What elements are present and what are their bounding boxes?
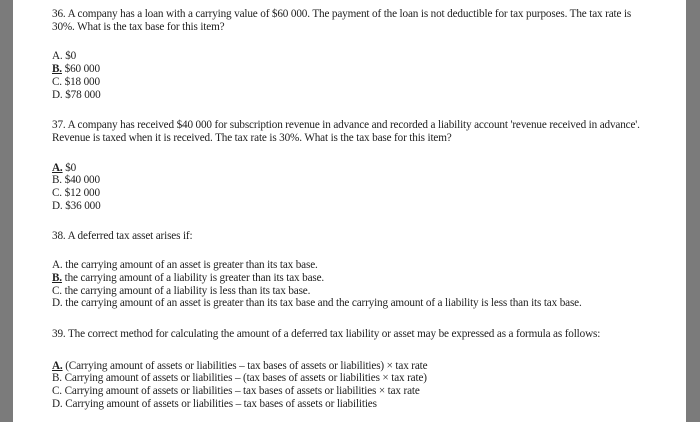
question-36 [52,8,677,101]
option-39-b [52,372,677,385]
option-36-c [52,76,677,89]
option-text: $40 000 [64,174,100,187]
document-page [13,0,686,422]
question-36-options [52,50,677,101]
option-letter: B. [52,174,62,187]
answer-letter: B. [52,271,62,284]
option-37-c [52,187,677,200]
option-text: the carrying amount of a liability is greater than its tax base. [64,271,325,284]
option-letter: B. [52,372,62,385]
option-text: the carrying amount of a liability is less than its tax base. [64,284,311,297]
option-39-d [52,398,677,411]
option-text: $0 [65,161,77,174]
answer-letter: A. [52,359,63,372]
option-text: Carrying amount of assets or liabilities – tax bases of assets or liabilities × tax rate [64,385,420,398]
question-38 [52,230,677,310]
option-text: Carrying amount of assets or liabilities – tax bases of assets or liabilities [65,397,377,410]
option-letter: C. [52,75,62,88]
option-37-d [52,200,677,213]
option-39-c [52,385,677,398]
option-text: $78 000 [65,88,101,101]
option-letter: C. [52,385,62,398]
option-39-a [52,360,677,373]
question-38-options [52,259,677,310]
option-text: $18 000 [64,75,100,88]
option-37-a [52,162,677,175]
question-38-line-1: 38. A deferred tax asset arises if: [52,230,193,243]
option-letter: D. [52,397,63,410]
question-39-options [52,360,677,411]
option-38-d [52,297,677,310]
option-letter: A. [52,50,63,63]
option-38-a [52,259,677,272]
option-text: $60 000 [64,63,100,76]
option-text: $36 000 [65,199,101,212]
question-36-line-1: 36. A company has a loan with a carrying value of $60 000. The payment of the loan is not deductible for tax purposes. The tax rate is [52,8,632,20]
option-36-b [52,63,677,76]
option-text: the carrying amount of an asset is greater than its tax base. [65,259,318,272]
answer-letter: B. [52,63,62,76]
option-text: $0 [65,50,77,63]
option-38-b [52,272,677,285]
option-36-a [52,50,677,63]
option-text: (Carrying amount of assets or liabilities – tax bases of assets or liabilities) × tax rate [65,359,428,372]
question-37 [52,119,677,212]
question-36-line-2: 30%. What is the tax base for this item? [52,20,225,33]
question-37-line-1: 37. A company has received $40 000 for subscription revenue in advance and recorded a liability account 'revenue received in advance'. [52,119,640,132]
option-letter: C. [52,284,62,297]
question-39 [52,328,677,411]
option-text: the carrying amount of an asset is greater than its tax base and the carrying amount of a liability is less than its tax base. [65,297,582,310]
document-content [52,8,677,410]
option-letter: A. [52,259,63,272]
answer-letter: A. [52,161,63,174]
question-37-options [52,162,677,213]
option-38-c [52,285,677,298]
option-37-b [52,174,677,187]
option-letter: D. [52,199,63,212]
option-letter: C. [52,187,62,200]
option-letter: D. [52,297,63,310]
option-text: Carrying amount of assets or liabilities – (tax bases of assets or liabilities × tax rate) [64,372,427,385]
question-39-line-1: 39. The correct method for calculating the amount of a deferred tax liability or asset may be expressed as a formula as follows: [52,327,601,340]
option-letter: D. [52,88,63,101]
question-37-line-2: Revenue is taxed when it is received. The tax rate is 30%. What is the tax base for this item? [52,131,452,144]
option-36-d [52,89,677,102]
option-text: $12 000 [64,187,100,200]
